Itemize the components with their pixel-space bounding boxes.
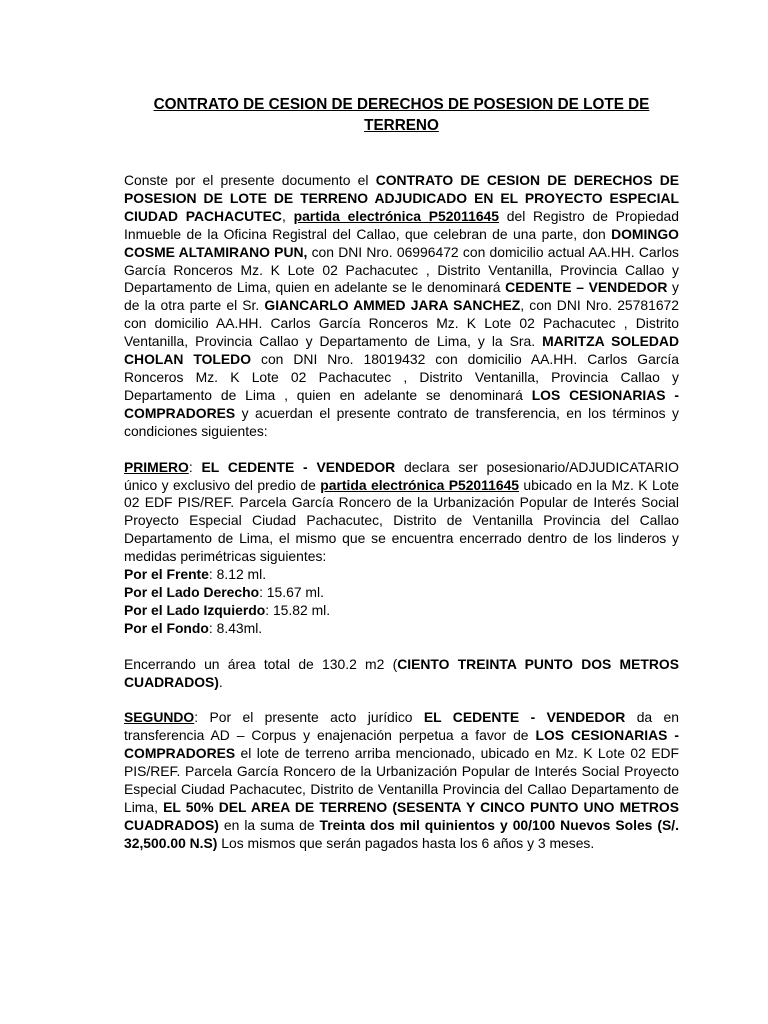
area-run: CIENTO TREINTA PUNTO DOS METROS CUADRADOS) [124, 655, 679, 690]
segundo-run: EL CEDENTE - VENDEDOR [423, 709, 626, 726]
perimeter-measures [124, 566, 679, 638]
intro-paragraph [124, 172, 679, 441]
measure-right: Por el Lado Derecho: 15.67 ml. [124, 583, 324, 600]
intro-run: Conste por el presente documento el [124, 172, 376, 188]
document-title: CONTRATO DE CESION DE DERECHOS DE POSESION DE LOTE DE TERRENO [153, 96, 650, 134]
intro-run: CONTRATO DE CESION DE DERECHOS DE POSESION DE LOTE DE TERRENO ADJUDICADO EN EL PROYECTO ESPECIAL CIUDAD PACHACUTEC [124, 172, 679, 224]
intro-run: , con DNI Nro. 25781672 con domicilio AA.HH. Carlos García Ronceros Mz. K Lote 02 Pachacutec , Distrito Ventanilla, Provincia Callao y Departamento de Lima, y la Sra. [124, 297, 679, 350]
intro-run: y de la otra parte el Sr. [124, 279, 680, 314]
segundo-run: Los mismos que serán pagados hasta los 6 años y 3 meses. [217, 834, 595, 851]
total-area-paragraph [124, 656, 679, 692]
document-page [124, 94, 679, 853]
intro-run: con DNI Nro. 06996472 con domicilio actual AA.HH. Carlos García Ronceros Mz. K Lote 02 Pachacutec , Distrito Ventanilla, Provincia Callao y Departamento de Lima, quien en adelante se le denominará [124, 243, 680, 296]
segundo-run: Treinta dos mil quinientos y 00/100 Nuevos Soles (S/. 32,500.00 N.S) [124, 816, 679, 851]
measure-left: Por el Lado Izquierdo: 15.82 ml. [124, 601, 331, 618]
primero-run: partida electrónica P52011645 [320, 476, 520, 493]
intro-run: CEDENTE – VENDEDOR [505, 279, 668, 296]
primero-run: : [188, 458, 202, 475]
intro-run: MARITZA SOLEDAD CHOLAN TOLEDO [124, 333, 679, 368]
primero-run: PRIMERO [124, 458, 189, 475]
segundo-run: en la suma de [218, 816, 320, 833]
segundo-run: : Por el presente acto jurídico [194, 709, 424, 726]
clause-segundo [124, 709, 679, 852]
primero-run: declara ser posesionario/ADJUDICATARIO único y exclusivo del predio de [124, 458, 679, 493]
intro-run: DOMINGO COSME ALTAMIRANO PUN, [124, 225, 679, 260]
measure-front: Por el Frente: 8.12 ml. [124, 566, 267, 583]
segundo-run: LOS CESIONARIAS - COMPRADORES [124, 727, 679, 762]
segundo-run: EL 50% DEL AREA DE TERRENO (SESENTA Y CINCO PUNTO UNO METROS CUADRADOS) [124, 799, 680, 833]
intro-run: GIANCARLO AMMED JARA SANCHEZ [264, 297, 521, 314]
intro-run: con DNI Nro. 18019432 con domicilio AA.HH. Carlos García Ronceros Mz. K Lote 02 Pachacutec , Distrito Ventanilla, Provincia Callao y Departamento de Lima , quien en adelante se denominará [124, 351, 679, 403]
primero-run: EL CEDENTE - VENDEDOR [201, 458, 396, 475]
clause-primero [124, 459, 679, 566]
intro-run: partida electrónica P52011645 [293, 207, 500, 224]
segundo-run: da en transferencia AD – Corpus y enajenación perpetua a favor de [124, 709, 679, 744]
intro-run: LOS CESIONARIAS - COMPRADORES [124, 386, 680, 421]
intro-run: del Registro de Propiedad Inmueble de la Oficina Registral del Callao, que celebran de una parte, don [124, 207, 679, 242]
segundo-run: el lote de terreno arriba mencionado, ubicado en Mz. K Lote 02 EDF PIS/REF. Parcela García Roncero de la Urbanización Popular de Interés Social Proyecto Especial Ciudad Pachacutec, Distrito de Ventanilla Provincia del Callao Departamento de Lima, [124, 745, 679, 815]
intro-run: y acuerdan el presente contrato de transferencia, en los términos y condiciones siguientes: [124, 404, 679, 439]
measure-back: Por el Fondo: 8.43ml. [124, 619, 263, 636]
area-run: Encerrando un área total de 130.2 m2 ( [124, 655, 398, 672]
segundo-run: SEGUNDO [124, 709, 195, 726]
primero-run: ubicado en la Mz. K Lote 02 EDF PIS/REF. Parcela García Roncero de la Urbanización Popular de Interés Social Proyecto Especial Ciudad Pachacutec, Distrito de Ventanilla Provincia del Callao Departamento de Lima, el mismo que se encuentra encerrado dentro de los linderos y medidas perimétricas siguientes: [124, 476, 679, 565]
area-run: . [218, 673, 223, 690]
intro-run: , [281, 207, 294, 224]
